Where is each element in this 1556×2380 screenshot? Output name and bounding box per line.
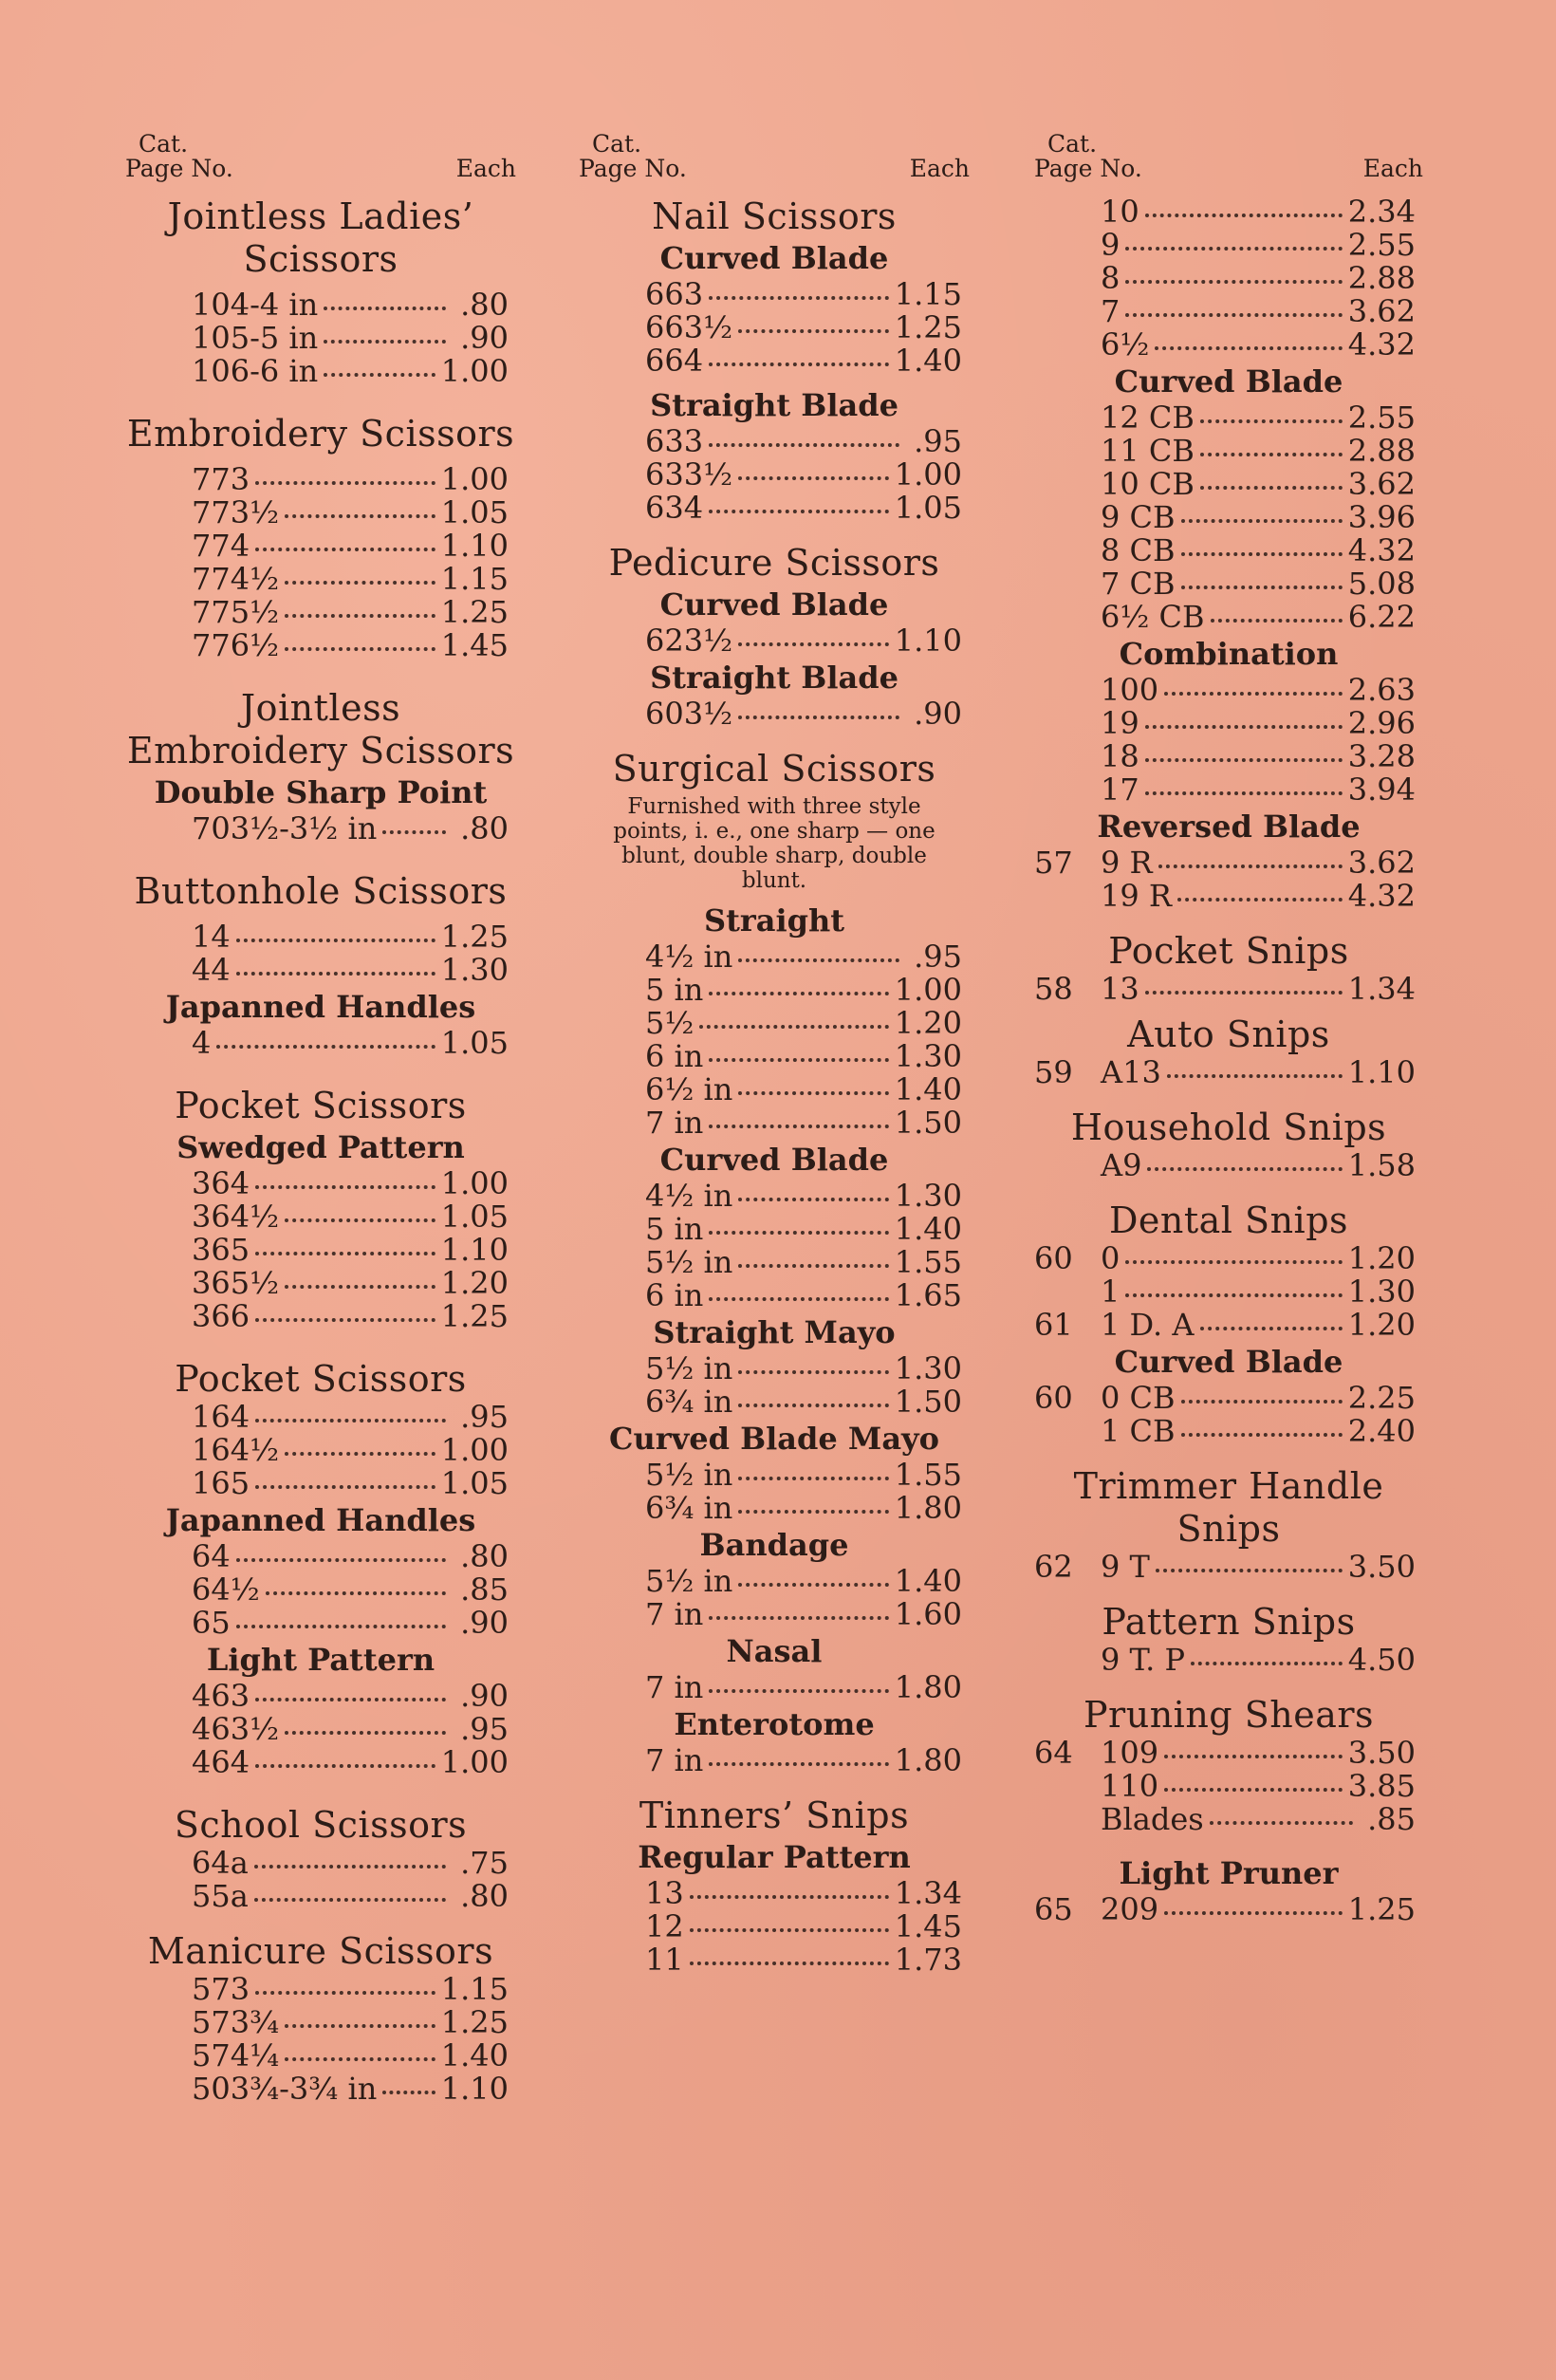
price-row: 364 1.00: [192, 1165, 509, 1201]
subsection-title: Straight Blade: [650, 387, 898, 423]
price-row: 5½ in 1.55: [645, 1244, 962, 1280]
price-row: 774½ 1.15: [192, 561, 509, 597]
price-row: 61 1 D. A 1.20: [1034, 1307, 1416, 1343]
price-row: 9 CB 3.96: [1101, 499, 1416, 535]
price-row: 4½ in 1.30: [645, 1178, 962, 1214]
price-row: 663 1.15: [645, 276, 962, 312]
section-title: Surgical Scissors: [612, 748, 936, 790]
subsection-title: Curved Blade Mayo: [609, 1421, 939, 1457]
section-title: Trimmer Handle: [1073, 1465, 1384, 1507]
price-row: 64a .75: [192, 1845, 509, 1881]
price-row: 164½ 1.00: [192, 1432, 509, 1468]
price-row: 6 in 1.65: [645, 1277, 962, 1313]
price-row: 603½ .90: [645, 696, 962, 732]
section-title: Auto Snips: [1127, 1013, 1330, 1055]
page-no-label: Page No.: [579, 155, 687, 182]
price-row: 55a .80: [192, 1878, 509, 1914]
price-row: 14 1.25: [192, 919, 509, 955]
page-no-label: Page No.: [1034, 155, 1142, 182]
section-title: Embroidery Scissors: [126, 730, 515, 772]
section-title: Buttonhole Scissors: [134, 870, 508, 912]
price-row: 633 .95: [645, 423, 962, 459]
section-title: Pocket Snips: [1108, 930, 1349, 972]
price-row: 12 CB 2.55: [1101, 400, 1416, 436]
price-row: 6 in 1.30: [645, 1038, 962, 1074]
subsection-title: Combination: [1119, 636, 1339, 672]
price-row: 11 CB 2.88: [1101, 433, 1416, 469]
price-row: 1 CB 2.40: [1101, 1413, 1416, 1449]
price-row: 44 1.30: [192, 952, 509, 988]
price-row: 365½ 1.20: [192, 1265, 509, 1301]
price-row: 5 in 1.40: [645, 1211, 962, 1247]
price-row: 4 1.05: [192, 1025, 509, 1061]
price-row: 5½ 1.20: [645, 1005, 962, 1041]
price-row: 110 3.85: [1101, 1768, 1416, 1804]
section-title: Pocket Scissors: [175, 1085, 467, 1126]
price-row: 4½ in .95: [645, 939, 962, 975]
price-row: 10 2.34: [1101, 194, 1416, 230]
subsection-title: Straight Mayo: [653, 1314, 896, 1350]
price-row: 464 1.00: [192, 1744, 509, 1780]
price-row: 19 2.96: [1101, 705, 1416, 741]
price-row: 775½ 1.25: [192, 594, 509, 630]
column-header: [1034, 131, 1423, 190]
cat-label: Cat.: [592, 130, 642, 158]
price-row: 463 .90: [192, 1678, 509, 1714]
column-2: [579, 131, 970, 1977]
price-row: 7 3.62: [1101, 293, 1416, 329]
subsection-title: Japanned Handles: [165, 1502, 476, 1538]
section-title: Dental Snips: [1108, 1199, 1349, 1241]
price-row: 106-6 in 1.00: [192, 353, 509, 389]
subsection-title: Regular Pattern: [638, 1839, 911, 1875]
price-row: 623½ 1.10: [645, 623, 962, 659]
cat-label: Cat.: [139, 130, 189, 158]
price-row: 7 in 1.50: [645, 1105, 962, 1141]
cat-label: Cat.: [1047, 130, 1098, 158]
section-title: Pattern Snips: [1102, 1601, 1356, 1643]
section-title: Embroidery Scissors: [126, 413, 515, 455]
section-title: Pocket Scissors: [175, 1358, 467, 1400]
price-row: 65 .90: [192, 1605, 509, 1641]
subsection-title: Double Sharp Point: [154, 774, 488, 810]
subsection-title: Straight: [703, 902, 845, 939]
price-row: 58 13 1.34: [1034, 971, 1416, 1007]
price-row: 7 in 1.80: [645, 1742, 962, 1778]
price-row: 11 1.73: [645, 1942, 962, 1978]
price-row: 633½ 1.00: [645, 456, 962, 493]
price-row: 7 in 1.60: [645, 1596, 962, 1632]
price-row: 634 1.05: [645, 490, 962, 526]
price-row: 165 1.05: [192, 1465, 509, 1501]
price-row: 366 1.25: [192, 1298, 509, 1334]
column-1: [125, 131, 516, 2106]
subsection-title: Curved Blade: [659, 586, 889, 623]
price-row: 8 2.88: [1101, 260, 1416, 296]
subsection-title: Reversed Blade: [1097, 809, 1361, 845]
price-row: A9 1.58: [1101, 1147, 1416, 1183]
each-label: Each: [909, 155, 970, 182]
price-row: 1 1.30: [1101, 1274, 1416, 1310]
price-row: 57 9 R 3.62: [1034, 845, 1416, 881]
price-row: 60 0 1.20: [1034, 1240, 1416, 1276]
price-row: 365 1.10: [192, 1232, 509, 1268]
section-title: Jointless Ladies’: [167, 195, 474, 237]
price-row: 503¾-3¾ in 1.10: [192, 2071, 509, 2107]
price-row: 64 109 3.50: [1034, 1735, 1416, 1771]
section-title: Manicure Scissors: [147, 1930, 494, 1972]
price-row: 463½ .95: [192, 1711, 509, 1747]
section-title: School Scissors: [174, 1804, 468, 1846]
price-row: 774 1.10: [192, 528, 509, 564]
price-row: 6¾ in 1.80: [645, 1490, 962, 1526]
price-row: 6½ 4.32: [1101, 326, 1416, 363]
column-3: [1034, 131, 1423, 1926]
price-row: 573¾ 1.25: [192, 2004, 509, 2040]
subsection-title: Light Pruner: [1119, 1855, 1339, 1891]
section-title: Pedicure Scissors: [608, 542, 940, 584]
subsection-title: Swedged Pattern: [176, 1129, 465, 1165]
price-row: 773½ 1.05: [192, 494, 509, 530]
price-row: 8 CB 4.32: [1101, 532, 1416, 568]
price-row: 104-4 in .80: [192, 287, 509, 323]
subsection-title: Curved Blade: [659, 240, 889, 276]
price-row: Blades .85: [1101, 1801, 1416, 1837]
subsection-title: Bandage: [699, 1527, 849, 1563]
price-row: 7 in 1.80: [645, 1669, 962, 1705]
price-row: 105-5 in .90: [192, 320, 509, 356]
section-title: Snips: [1176, 1508, 1281, 1550]
price-row: 6¾ in 1.50: [645, 1384, 962, 1420]
column-header: [579, 131, 970, 190]
price-row: 100 2.63: [1101, 672, 1416, 708]
price-row: 60 0 CB 2.25: [1034, 1380, 1416, 1416]
price-row: 664 1.40: [645, 343, 962, 379]
page-no-label: Page No.: [125, 155, 233, 182]
column-header: [125, 131, 516, 190]
price-row: 5½ in 1.40: [645, 1563, 962, 1599]
section-title: Tinners’ Snips: [639, 1794, 910, 1836]
price-row: 64½ .85: [192, 1571, 509, 1608]
section-title: Nail Scissors: [652, 195, 897, 237]
each-label: Each: [455, 155, 516, 182]
subsection-title: Nasal: [726, 1633, 823, 1669]
price-row: 59 A13 1.10: [1034, 1054, 1416, 1090]
section-title: Scissors: [243, 238, 398, 280]
price-row: 9 T. P 4.50: [1101, 1642, 1416, 1678]
price-row: 5½ in 1.55: [645, 1457, 962, 1493]
price-row: 663½ 1.25: [645, 309, 962, 345]
section-title: Jointless: [240, 687, 401, 729]
subsection-title: Japanned Handles: [165, 989, 476, 1025]
price-row: 776½ 1.45: [192, 627, 509, 663]
price-row: 364½ 1.05: [192, 1199, 509, 1235]
price-row: 574¼ 1.40: [192, 2037, 509, 2073]
price-row: 164 .95: [192, 1399, 509, 1435]
price-row: 573 1.15: [192, 1971, 509, 2007]
price-row: 17 3.94: [1101, 772, 1416, 808]
section-title: Pruning Shears: [1083, 1694, 1375, 1736]
price-row: 13 1.34: [645, 1875, 962, 1911]
section-note: Furnished with three style points, i. e., one sharp — one blunt, double sharp, double blunt.: [613, 794, 935, 893]
section-title: Household Snips: [1070, 1106, 1387, 1148]
price-row: 703½-3½ in .80: [192, 810, 509, 846]
price-row: 10 CB 3.62: [1101, 466, 1416, 502]
price-row: 12 1.45: [645, 1908, 962, 1944]
price-row: 64 .80: [192, 1538, 509, 1574]
price-row: 62 9 T 3.50: [1034, 1549, 1416, 1585]
each-label: Each: [1362, 155, 1423, 182]
subsection-title: Curved Blade: [1114, 363, 1343, 400]
price-row: 5½ in 1.30: [645, 1350, 962, 1386]
price-row: 7 CB 5.08: [1101, 566, 1416, 602]
subsection-title: Enterotome: [674, 1706, 875, 1742]
price-row: 9 2.55: [1101, 227, 1416, 263]
price-row: 19 R 4.32: [1101, 878, 1416, 914]
price-row: 6½ in 1.40: [645, 1071, 962, 1107]
price-row: 65 209 1.25: [1034, 1891, 1416, 1927]
subsection-title: Light Pattern: [206, 1642, 435, 1678]
price-row: 18 3.28: [1101, 738, 1416, 774]
price-row: 6½ CB 6.22: [1101, 599, 1416, 635]
subsection-title: Straight Blade: [650, 660, 898, 696]
price-row: 5 in 1.00: [645, 972, 962, 1008]
price-row: 773 1.00: [192, 461, 509, 497]
subsection-title: Curved Blade: [1114, 1344, 1343, 1380]
subsection-title: Curved Blade: [659, 1142, 889, 1178]
